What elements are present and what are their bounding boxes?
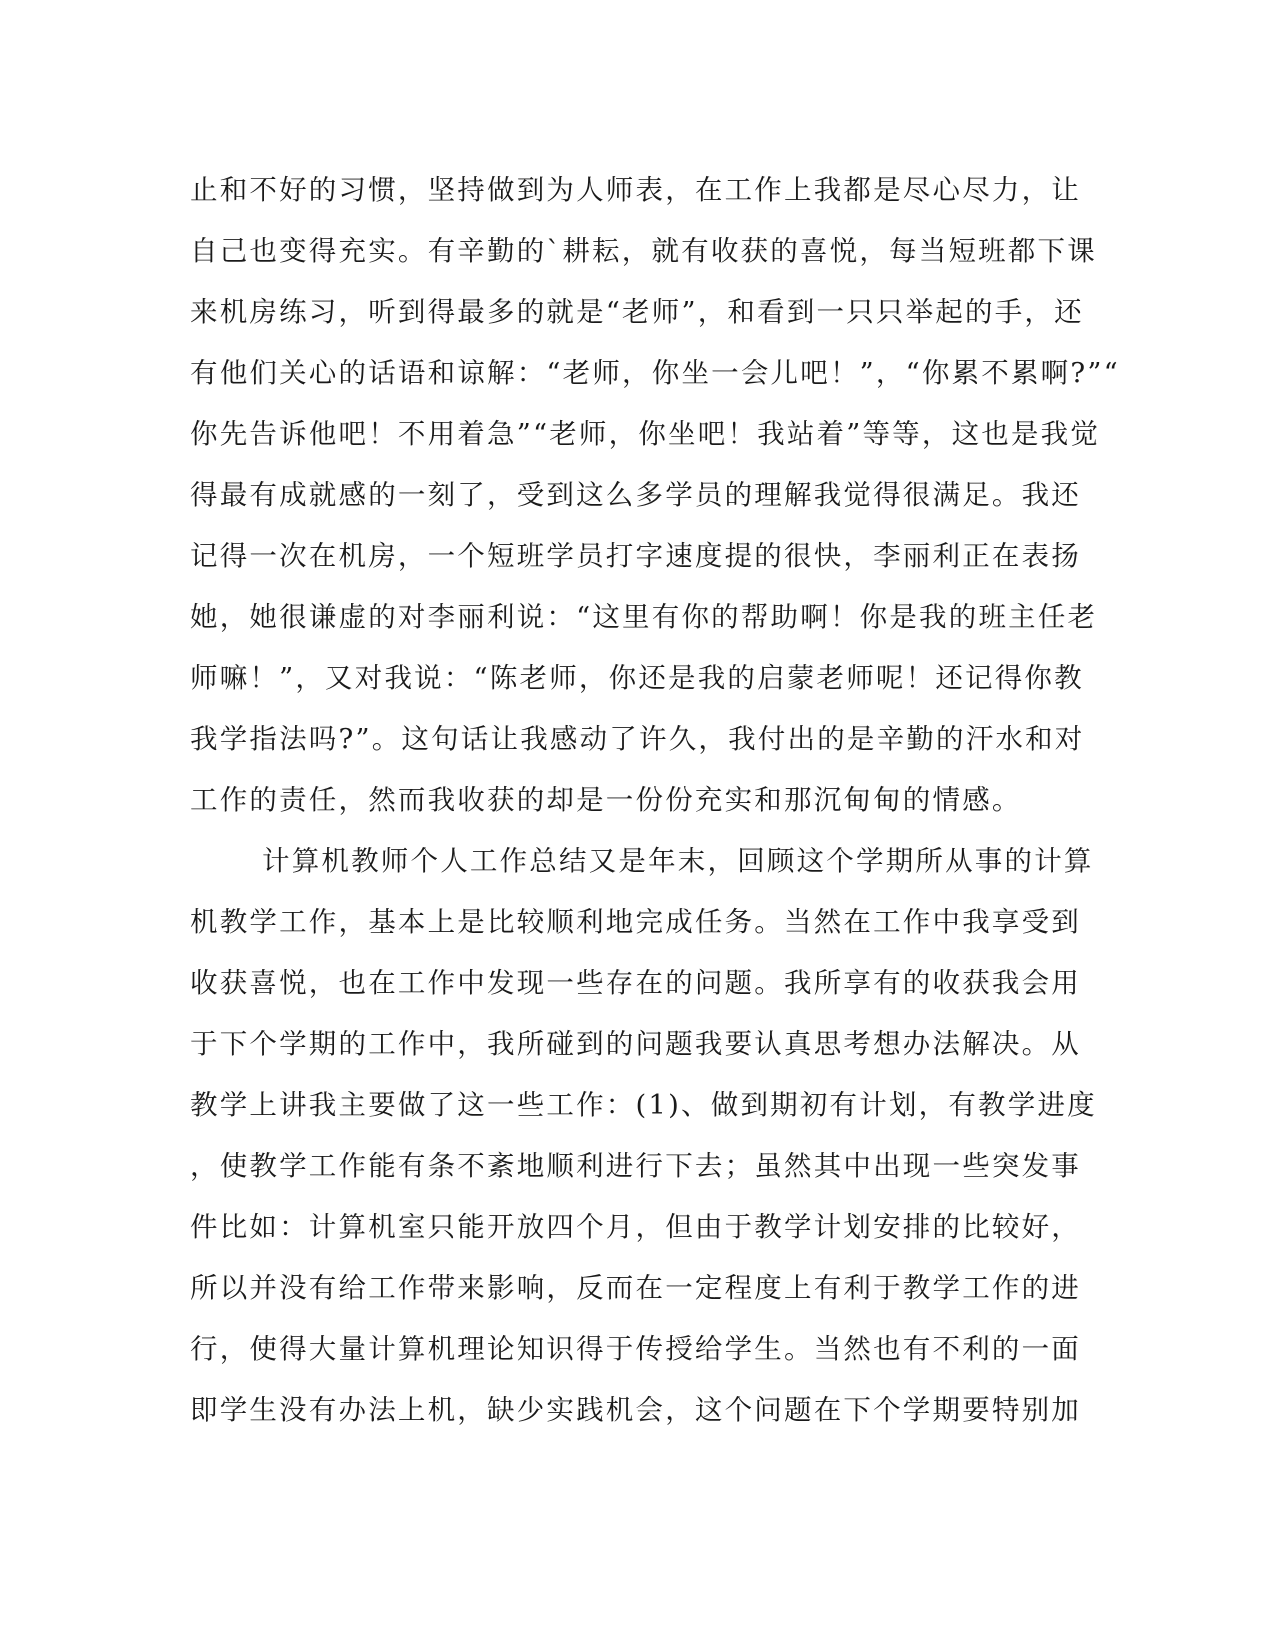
text-line: 即学生没有办法上机，缺少实践机会，这个问题在下个学期要特别加 [190,1394,1081,1426]
text-line: 工作的责任，然而我收获的却是一份份充实和那沉甸甸的情感。 [190,784,1022,816]
text-line: 得最有成就感的一刻了，受到这么多学员的理解我觉得很满足。我还 [190,479,1081,511]
text-line-indented: 计算机教师个人工作总结又是年末，回顾这个学期所从事的计算 [262,845,1094,877]
text-line: 于下个学期的工作中，我所碰到的问题我要认真思考想办法解决。从 [190,1028,1081,1060]
text-line: 你先告诉他吧！不用着急”“老师，你坐吧！我站着”等等，这也是我觉 [190,418,1101,450]
text-line: 来机房练习，听到得最多的就是“老师”，和看到一只只举起的手，还 [190,296,1084,328]
text-line: 行，使得大量计算机理论知识得于传授给学生。当然也有不利的一面 [190,1333,1081,1365]
text-line: ，使教学工作能有条不紊地顺利进行下去；虽然其中出现一些突发事 [190,1150,1081,1182]
text-line: 她，她很谦虚的对李丽利说：“这里有你的帮助啊！你是我的班主任老 [190,601,1098,633]
text-line: 收获喜悦，也在工作中发现一些存在的问题。我所享有的收获我会用 [190,967,1081,999]
text-line: 止和不好的习惯，坚持做到为人师表，在工作上我都是尽心尽力，让 [190,174,1081,206]
text-line: 教学上讲我主要做了这一些工作：(1)、做到期初有计划，有教学进度 [190,1089,1097,1121]
text-line: 我学指法吗?”。这句话让我感动了许久，我付出的是辛勤的汗水和对 [190,723,1085,755]
text-line: 件比如：计算机室只能开放四个月，但由于教学计划安排的比较好， [190,1211,1081,1243]
text-line: 机教学工作，基本上是比较顺利地完成任务。当然在工作中我享受到 [190,906,1081,938]
paragraph-1 [190,160,1120,831]
text-line: 有他们关心的话语和谅解：“老师，你坐一会儿吧！”，“你累不累啊?”“ [190,357,1120,389]
document-body [190,160,1120,1441]
paragraph-2 [190,831,1097,1441]
text-line: 自己也变得充实。有辛勤的`耕耘，就有收获的喜悦，每当短班都下课 [190,235,1097,267]
text-line: 所以并没有给工作带来影响，反而在一定程度上有利于教学工作的进 [190,1272,1081,1304]
text-line: 记得一次在机房，一个短班学员打字速度提的很快，李丽利正在表扬 [190,540,1081,572]
text-line: 师嘛！”，又对我说：“陈老师，你还是我的启蒙老师呢！还记得你教 [190,662,1084,694]
